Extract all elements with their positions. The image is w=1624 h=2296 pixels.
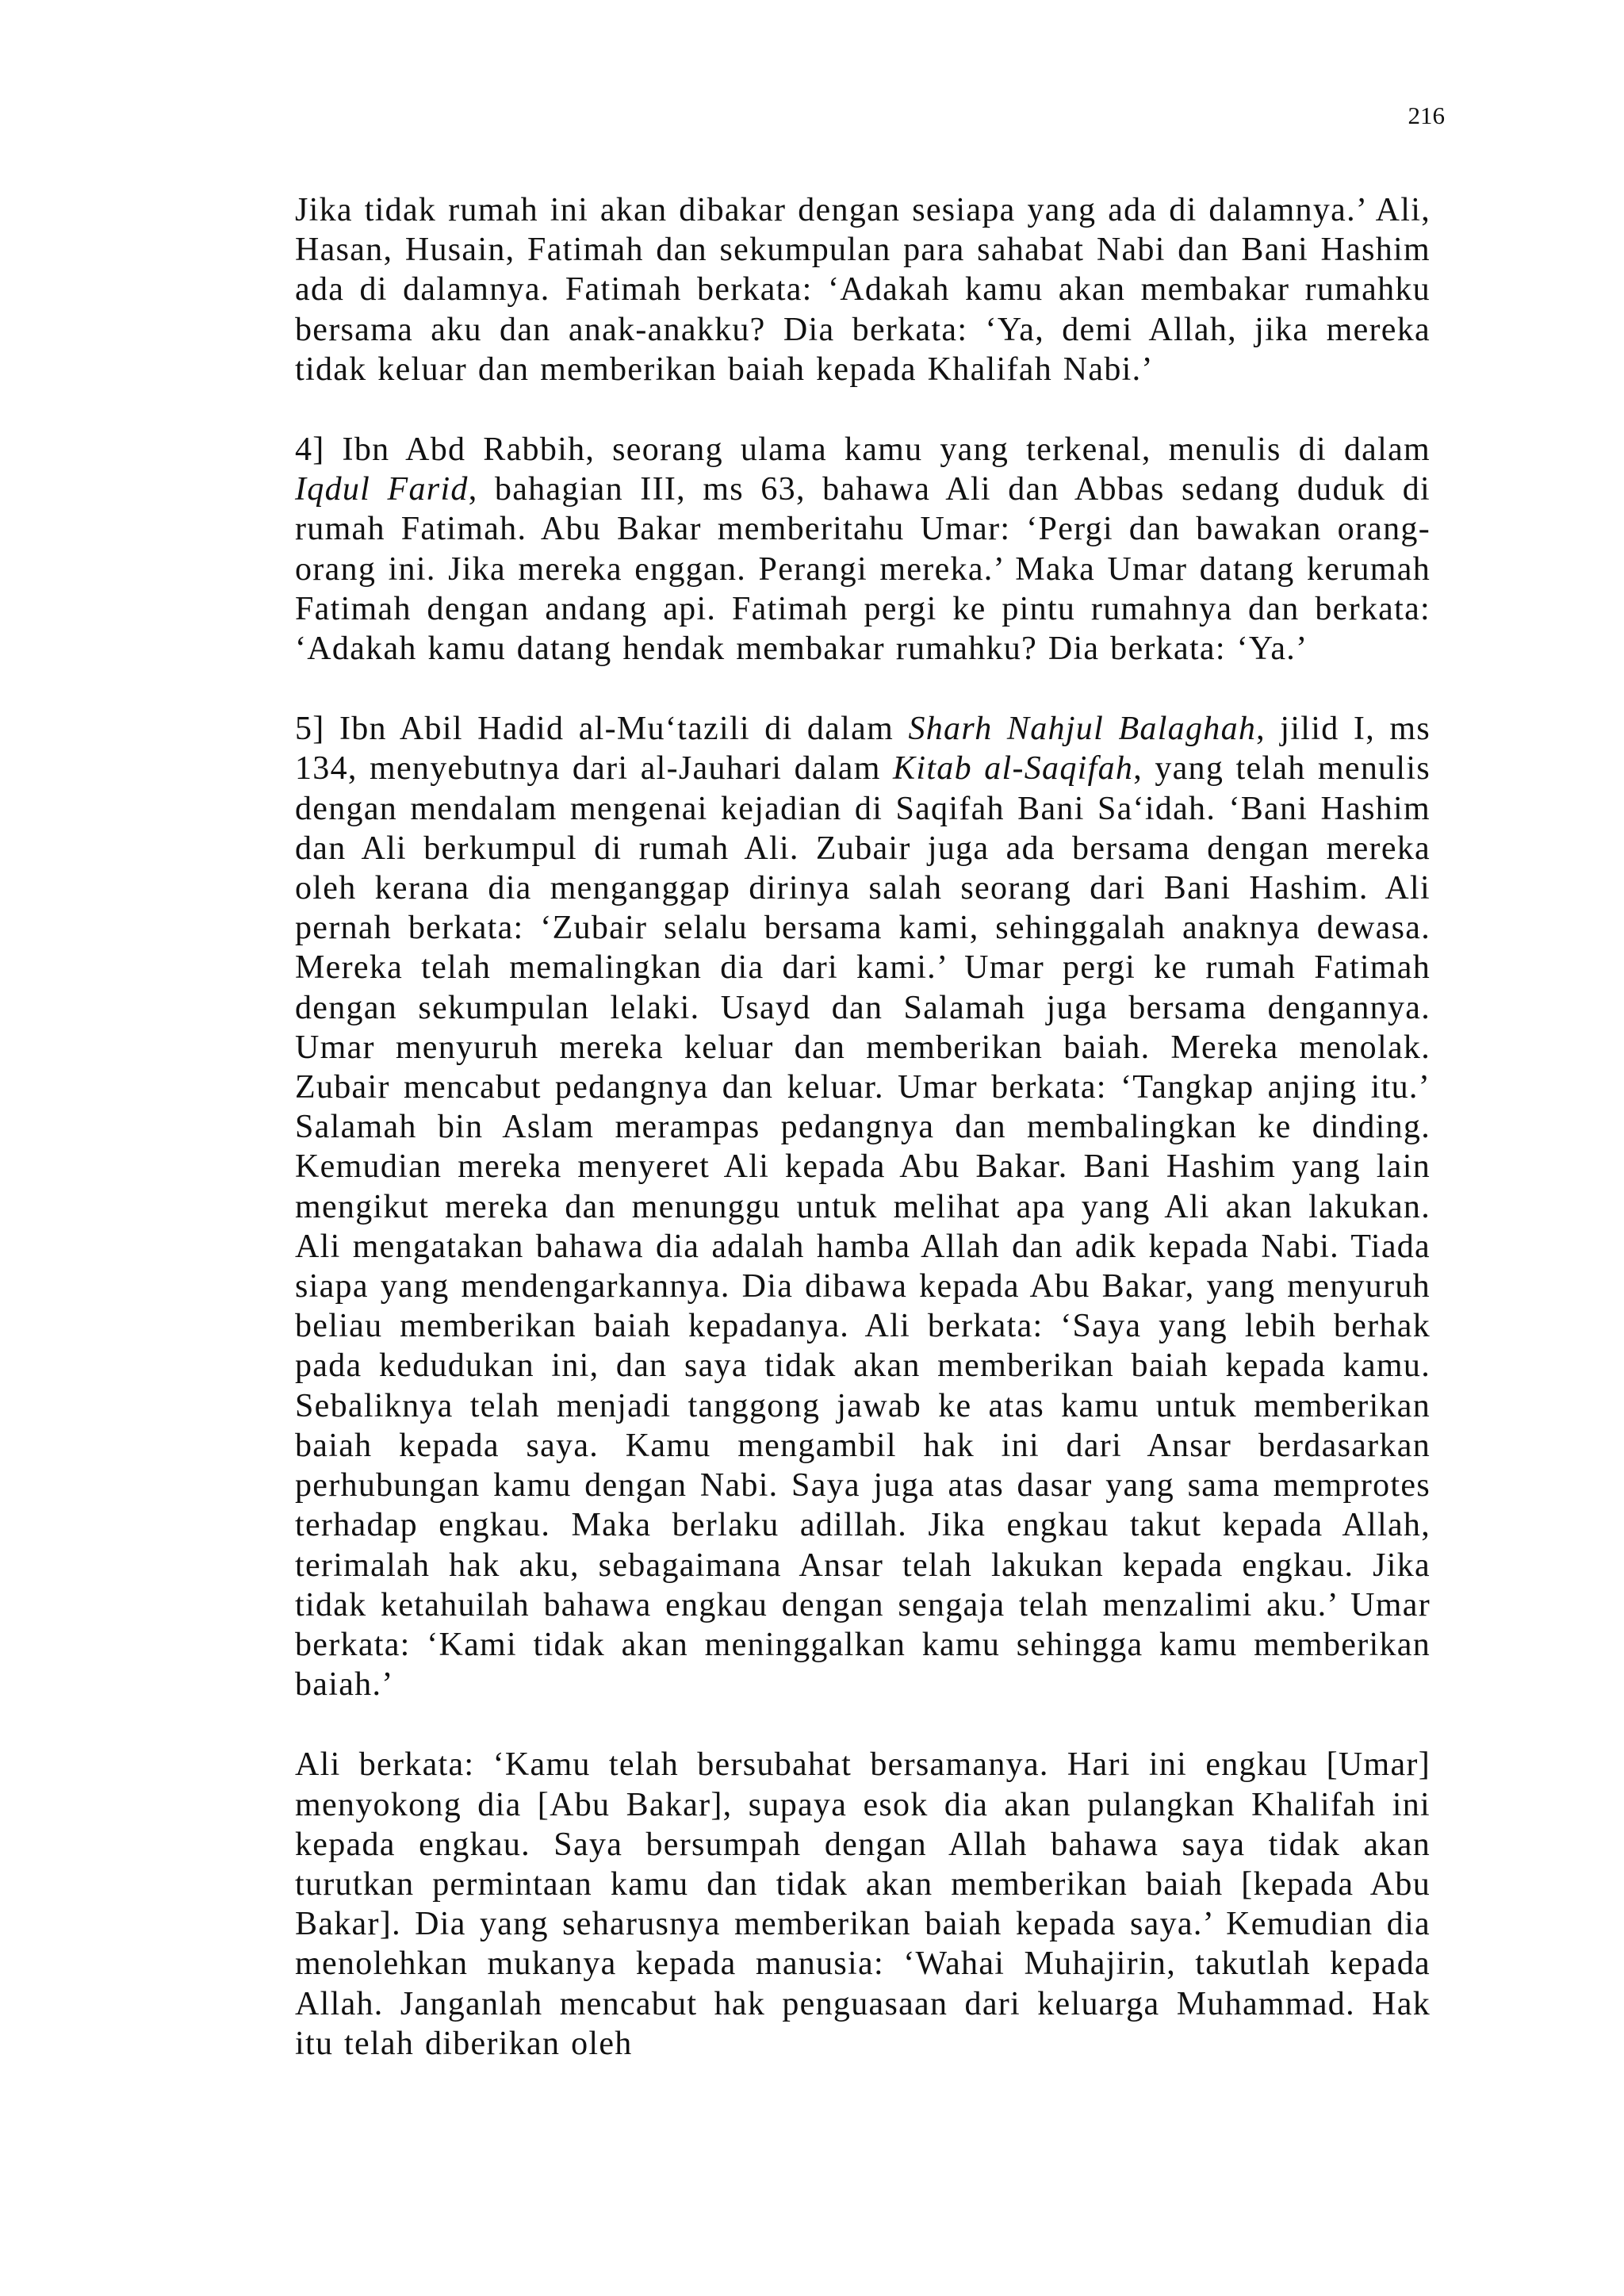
page-body <box>295 190 1431 2104</box>
paragraph-2 <box>295 430 1431 669</box>
paragraph-text: 4] Ibn Abd Rabbih, seorang ulama kamu yang terkenal, menulis di dalam <box>295 431 1431 469</box>
book-title-kitab-al-saqifah: Kitab al-Saqifah <box>893 750 1134 788</box>
page-number: 216 <box>1408 102 1445 129</box>
paragraph-3 <box>295 709 1431 1704</box>
book-title-iqdul-farid: Iqdul Farid <box>295 471 469 508</box>
paragraph-1 <box>295 190 1431 389</box>
paragraph-4 <box>295 1745 1431 2064</box>
paragraph-text: Ali berkata: ‘Kamu telah bersubahat bersamanya. Hari ini engkau [Umar] menyokong dia [Abu Bakar], supaya esok dia akan pulangkan Khalifah ini kepada engkau. Saya bersumpah dengan Allah bahawa saya tidak akan turutkan permintaan kamu dan tidak akan memberikan baiah [kepada Abu Bakar]. Dia yang seharusnya memberikan baiah kepada saya.’ Kemudian dia menolehkan mukanya kepada manusia: ‘Wahai Muhajirin, takutlah kepada Allah. Janganlah mencabut hak penguasaan dari keluarga Muhammad. Hak itu telah diberikan oleh <box>295 1746 1431 2062</box>
paragraph-text: , jilid I, ms 134, menyebutnya dari al-Jauhari dalam <box>295 711 1431 788</box>
book-title-sharh-nahjul-balaghah: Sharh Nahjul Balaghah <box>908 711 1257 748</box>
paragraph-text: , yang telah menulis dengan mendalam mengenai kejadian di Saqifah Bani Sa‘idah. ‘Bani Hashim dan Ali berkumpul di rumah Ali. Zubair juga ada bersama dengan mereka oleh kerana dia menganggap dirinya salah seorang dari Bani Hashim. Ali pernah berkata: ‘Zubair selalu bersama kami, sehinggalah anaknya dewasa. Mereka telah memalingkan dia dari kami.’ Umar pergi ke rumah Fatimah dengan sekumpulan lelaki. Usayd dan Salamah juga bersama dengannya. Umar menyuruh mereka keluar dan memberikan baiah. Mereka menolak. Zubair mencabut pedangnya dan keluar. Umar berkata: ‘Tangkap anjing itu.’ Salamah bin Aslam merampas pedangnya dan membalingkan ke dinding. Kemudian mereka menyeret Ali kepada Abu Bakar. Bani Hashim yang lain mengikut mereka dan menunggu untuk melihat apa yang Ali akan lakukan. Ali mengatakan bahawa dia adalah hamba Allah dan adik kepada Nabi. Tiada siapa yang mendengarkannya. Dia dibawa kepada Abu Bakar, yang menyuruh beliau memberikan baiah kepadanya. Ali berkata: ‘Saya yang lebih berhak pada kedudukan ini, dan saya tidak akan memberikan baiah kepada kamu. Sebaliknya telah menjadi tanggong jawab ke atas kamu untuk memberikan baiah kepada saya. Kamu mengambil hak ini dari Ansar berdasarkan perhubungan kamu dengan Nabi. Saya juga atas dasar yang sama memprotes terhadap engkau. Maka berlaku adillah. Jika engkau takut kepada Allah, terimalah hak aku, sebagaimana Ansar telah lakukan kepada engkau. Jika tidak ketahuilah bahawa engkau dengan sengaja telah menzalimi aku.’ Umar berkata: ‘Kami tidak akan meninggalkan kamu sehingga kamu memberikan baiah.’ <box>295 750 1431 1704</box>
paragraph-text: 5] Ibn Abil Hadid al-Mu‘tazili di dalam <box>295 711 909 748</box>
paragraph-text: , bahagian III, ms 63, bahawa Ali dan Abbas sedang duduk di rumah Fatimah. Abu Bakar memberitahu Umar: ‘Pergi dan bawakan orang-orang ini. Jika mereka enggan. Perangi mereka.’ Maka Umar datang kerumah Fatimah dengan andang api. Fatimah pergi ke pintu rumahnya dan berkata: ‘Adakah kamu datang hendak membakar rumahku? Dia berkata: ‘Ya.’ <box>295 471 1431 668</box>
paragraph-text: Jika tidak rumah ini akan dibakar dengan sesiapa yang ada di dalamnya.’ Ali, Hasan, Husain, Fatimah dan sekumpulan para sahabat Nabi dan Bani Hashim ada di dalamnya. Fatimah berkata: ‘Adakah kamu akan membakar rumahku bersama aku dan anak-anakku? Dia berkata: ‘Ya, demi Allah, jika mereka tidak keluar dan memberikan baiah kepada Khalifah Nabi.’ <box>295 192 1431 388</box>
